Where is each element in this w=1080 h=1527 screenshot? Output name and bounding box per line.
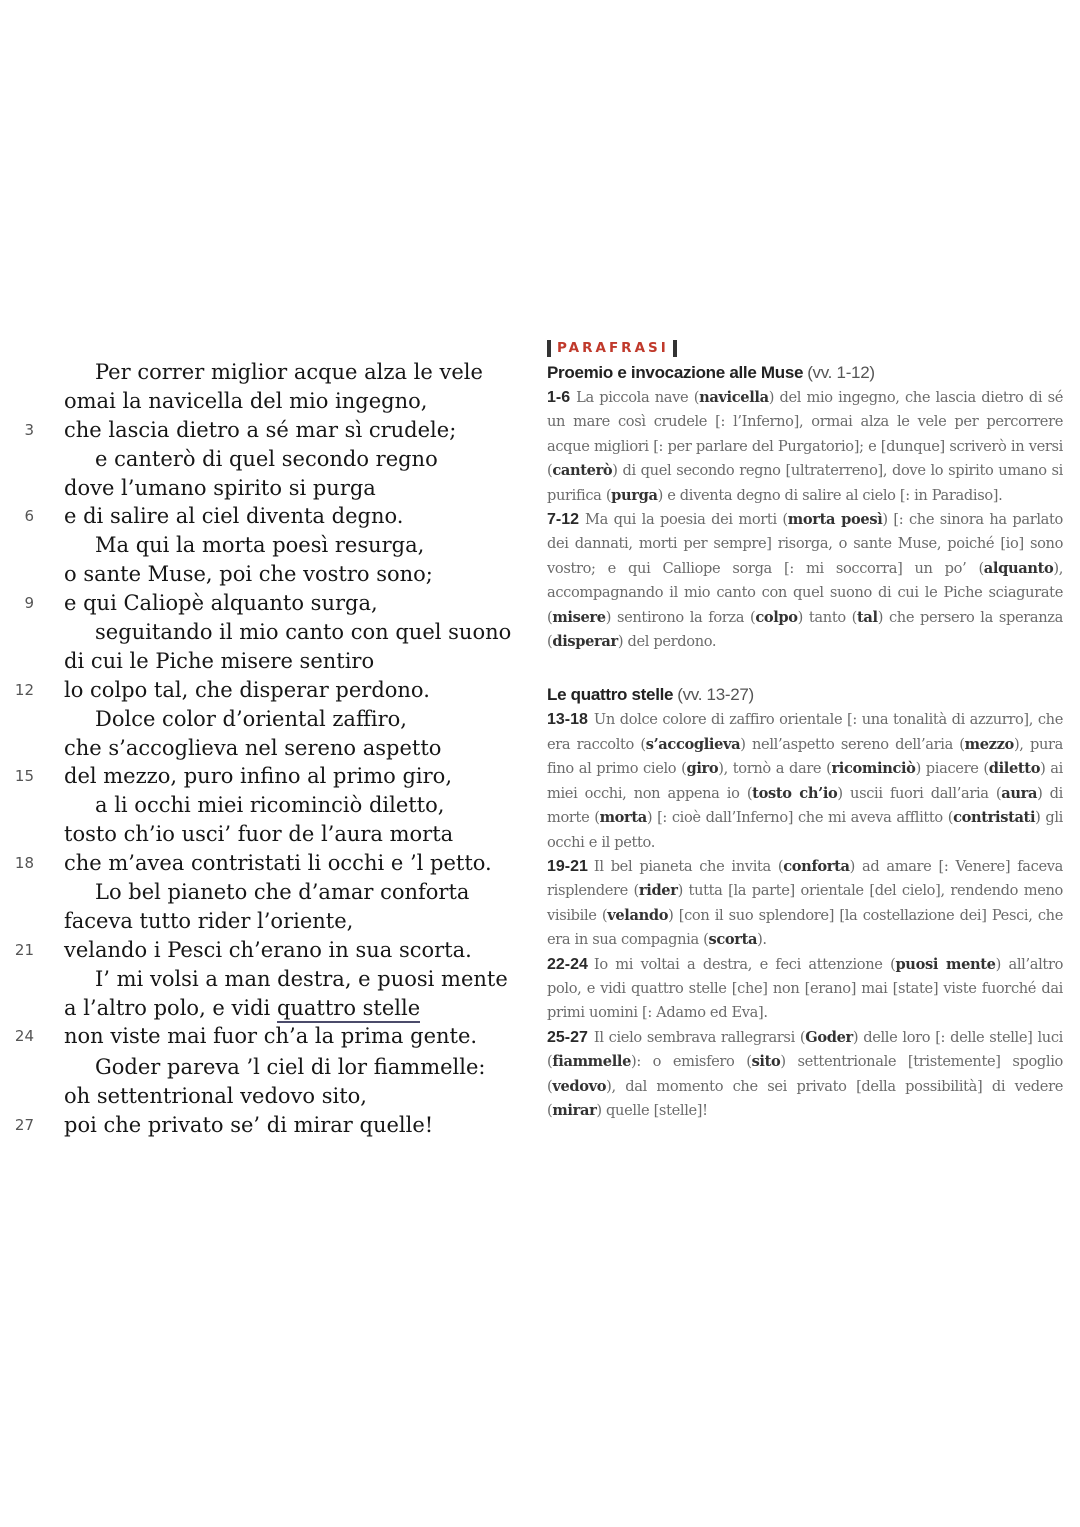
verse-number: 21 [14, 940, 34, 959]
verse-text: a l’altro polo, e vidi quattro stelle [64, 994, 420, 1023]
parafrasi-label-text: PARAFRASI [557, 340, 669, 356]
poem-line [0, 1082, 520, 1111]
poem-line [0, 994, 520, 1023]
paraphrase-text: Io mi voltai a destra, e feci attenzione (puosi mente) all’altro polo, e vidi quattro stelle [che] non [erano] mai [state] viste fuorché dai primi uomini [: Adamo ed Eva]. [547, 955, 1064, 1022]
section-title-text: Proemio e invocazione alle Muse [547, 363, 804, 382]
poem-line [0, 589, 520, 618]
section-title [547, 360, 1063, 386]
paraphrase-paragraph [547, 855, 1063, 953]
verse-ref: 7-12 [547, 511, 580, 529]
poem-line [0, 1111, 520, 1140]
poem-line [0, 474, 520, 503]
poem-line [0, 762, 520, 791]
verse-text: oh settentrional vedovo sito, [64, 1084, 367, 1109]
poem-line [0, 445, 520, 474]
verse-number: 18 [14, 854, 34, 873]
poem-line [0, 734, 520, 763]
poem-line [0, 676, 520, 705]
paraphrase-paragraph [547, 1026, 1063, 1124]
poem-line [0, 502, 520, 531]
poem-line [0, 560, 520, 589]
verse-text: poi che privato se’ di mirar quelle! [64, 1113, 434, 1138]
verse-number: 6 [24, 507, 34, 526]
poem-line [0, 907, 520, 936]
verse-number: 3 [24, 420, 34, 439]
poem-line [0, 705, 520, 734]
paraphrase-text: Il bel pianeta che invita (conforta) ad amare [: Venere] faceva risplendere (rider) tutta [la parte] orientale [del cielo], rendendo meno visibile (velando) [con il suo splendore] [la costellazione dei] Pesci, che era in sua compagnia (scorta). [547, 857, 1063, 949]
verse-text: dove l’umano spirito si purga [64, 475, 376, 500]
verse-text: Dolce color d’oriental zaffiro, [95, 706, 407, 731]
parafrasi-sections [547, 360, 1063, 1123]
paraphrase-text: La piccola nave (navicella) del mio ingegno, che lascia dietro di sé un mare così crudele [: l’Inferno], ormai alza le vele per percorrere acque migliori [: per parlare del Purgatorio]; e [dunque] scriverò in versi (canterò) di quel secondo regno [ultraterreno], dove lo spirito umano si purifica (purga) e diventa degno di salire al cielo [: in Paradiso]. [547, 389, 1064, 504]
verse-ref: 1-6 [547, 389, 571, 406]
section-title [547, 682, 1063, 708]
verse-text: che m’avea contristati li occhi e ’l petto. [64, 851, 492, 876]
verse-number: 12 [14, 680, 34, 699]
paraphrase-text: Ma qui la poesia dei morti (morta poesì) [: che sinora ha parlato dei dannati, morti per sempre] risorga, o sante Muse, poiché [io] sono vostro; e qui Calliope sorga [: mi soccorra] un po’ (alquanto), accompagnando il mio canto con quel suono di cui le Piche sciagurate (misere) sentirono la forza (colpo) tanto (tal) che persero la speranza (disperar) del perdono. [547, 511, 1063, 651]
poem-line [0, 647, 520, 676]
verse-number: 24 [14, 1027, 34, 1046]
poem-line [0, 416, 520, 445]
verse-text: di cui le Piche misere sentiro [64, 648, 375, 673]
poem-text [0, 358, 520, 1140]
underlined-words: quattro stelle [277, 996, 420, 1023]
verse-text: Ma qui la morta poesì resurga, [95, 533, 425, 558]
verse-text: a li occhi miei ricominciò diletto, [95, 793, 445, 818]
poem-line [0, 820, 520, 849]
poem-line [0, 791, 520, 820]
poem-line [0, 1022, 520, 1051]
poem-line [0, 387, 520, 416]
verse-number: 9 [24, 594, 34, 613]
label-bar-left [547, 340, 551, 357]
verse-ref: 22-24 [547, 955, 588, 973]
verse-number: 15 [14, 767, 34, 786]
verse-text: non viste mai fuor ch’a la prima gente. [64, 1024, 478, 1049]
verse-text: e canterò di quel secondo regno [95, 446, 438, 471]
verse-text: o sante Muse, poi che vostro sono; [64, 562, 433, 587]
verse-text: velando i Pesci ch’erano in sua scorta. [64, 937, 472, 962]
poem-line [0, 849, 520, 878]
poem-line [0, 618, 520, 647]
paraphrase-paragraph [547, 508, 1063, 654]
verse-ref: 19-21 [547, 857, 588, 875]
verse-text: lo colpo tal, che disperar perdono. [64, 677, 430, 702]
poem-line [0, 358, 520, 387]
verse-text: Per correr miglior acque alza le vele [95, 360, 483, 384]
paraphrase-text: Il cielo sembrava rallegrarsi (Goder) delle loro [: delle stelle] luci (fiammelle): o emisfero (sito) settentrionale [tristemente] spoglio (vedovo), dal momento che sei privato [della possibilità] di vedere (mirar) quelle [stelle]! [547, 1028, 1064, 1119]
parafrasi-label [547, 336, 1063, 360]
paraphrase-text: Un dolce colore di zaffiro orientale [: una tonalità di azzurro], che era raccolto (s’accoglieva) nell’aspetto sereno dell’aria (mezzo), pura fino al primo cielo (giro), tornò a dare (ricominciò) piacere (diletto) ai miei occhi, non appena io (tosto ch’io) uscii fuori dall’aria (aura) di morte (morta) [: cioè dall’Inferno] che mi aveva afflitto (contristati) gli occhi e il petto. [547, 711, 1063, 851]
verse-text: omai la navicella del mio ingegno, [64, 388, 428, 413]
verse-text: Goder pareva ’l ciel di lor fiammelle: [95, 1055, 486, 1080]
verse-text: faceva tutto rider l’oriente, [64, 908, 354, 933]
poem-line [0, 531, 520, 560]
section-verse-range: (vv. 1-12) [807, 363, 875, 382]
paraphrase-paragraph [547, 953, 1063, 1026]
verse-ref: 25-27 [547, 1028, 588, 1046]
poem-line [0, 936, 520, 965]
section-spacer [547, 654, 1063, 682]
verse-text: Lo bel pianeto che d’amar conforta [95, 880, 470, 905]
verse-text: che lascia dietro a sé mar sì crudele; [64, 417, 457, 442]
verse-text: I’ mi volsi a man destra, e puosi mente [95, 966, 508, 991]
poem-line [0, 1053, 520, 1082]
verse-text: del mezzo, puro infino al primo giro, [64, 764, 452, 789]
section-verse-range: (vv. 13-27) [677, 685, 754, 705]
paraphrase-paragraph [547, 386, 1063, 508]
poem-line [0, 878, 520, 907]
paraphrase-paragraph [547, 708, 1063, 854]
verse-text: e qui Caliopè alquanto surga, [64, 591, 378, 616]
verse-ref: 13-18 [547, 711, 588, 729]
verse-text: seguitando il mio canto con quel suono [95, 620, 512, 645]
verse-text: e di salire al ciel diventa degno. [64, 504, 404, 529]
section-title-text: Le quattro stelle [547, 685, 674, 705]
poem-line [0, 965, 520, 994]
parafrasi-panel [547, 336, 1063, 1123]
verse-text: tosto ch’io usci’ fuor de l’aura morta [64, 822, 454, 847]
label-bar-right [673, 340, 677, 357]
verse-text: che s’accoglieva nel sereno aspetto [64, 735, 442, 760]
verse-number: 27 [14, 1116, 34, 1135]
